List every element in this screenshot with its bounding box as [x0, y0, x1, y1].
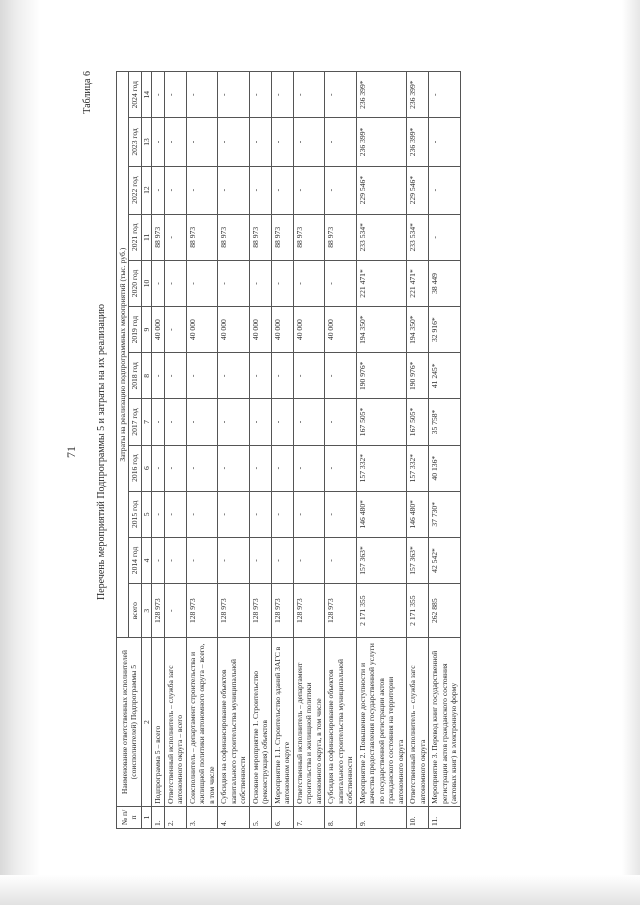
row-year-value: 40 136* — [429, 445, 460, 491]
row-total: 128 973 — [325, 584, 356, 638]
row-year-value: 157 363* — [407, 537, 429, 583]
row-year-value: - — [249, 399, 271, 445]
row-year-value: 221 471* — [407, 260, 429, 306]
row-year-value: - — [249, 118, 271, 166]
row-number: 4. — [218, 806, 249, 828]
row-name: Субсидия на софинансирование объектов капитального строительства муниципальной собственности — [218, 638, 249, 807]
table-row — [249, 72, 271, 829]
row-name: Соисполнитель – департамент строительства и жилищной политики автономного округа – всего, в том числе — [186, 638, 217, 807]
header-year: 2022 год — [129, 166, 141, 214]
table-row — [186, 72, 217, 829]
row-year-value: 88 973 — [152, 214, 164, 260]
row-year-value: - — [186, 353, 217, 399]
row-year-value: - — [164, 537, 186, 583]
row-year-value: - — [152, 118, 164, 166]
row-name: Мероприятие 3. Перевод книг государственной регистрации актов гражданского состояния (актовых книг) в электронную форму — [429, 638, 460, 807]
row-year-value: - — [152, 445, 164, 491]
header-year: 2020 год — [129, 260, 141, 306]
row-year-value: 40 000 — [218, 307, 249, 353]
row-year-value: - — [218, 72, 249, 118]
row-year-value: 88 973 — [293, 214, 324, 260]
row-number: 6. — [271, 806, 293, 828]
row-year-value: - — [164, 307, 186, 353]
row-year-value: 236 399* — [407, 72, 429, 118]
row-year-value: - — [152, 399, 164, 445]
row-year-value: - — [218, 445, 249, 491]
table-row — [407, 72, 429, 829]
row-year-value: - — [218, 491, 249, 537]
row-year-value: 40 000 — [271, 307, 293, 353]
row-year-value: - — [249, 537, 271, 583]
row-year-value: - — [271, 353, 293, 399]
column-index-cell: 6 — [141, 445, 151, 491]
row-number: 5. — [249, 806, 271, 828]
row-year-value: 221 471* — [356, 260, 406, 306]
row-year-value: 236 399* — [356, 118, 406, 166]
row-total: 128 973 — [271, 584, 293, 638]
row-year-value: - — [271, 491, 293, 537]
header-name: Наименование ответственных исполнителей (соисполнителей) Подпрограммы 5 — [117, 638, 142, 807]
header-year: 2024 год — [129, 72, 141, 118]
row-year-value: - — [429, 214, 460, 260]
row-year-value: - — [293, 260, 324, 306]
row-number: 11. — [429, 806, 460, 828]
column-index-cell: 7 — [141, 399, 151, 445]
row-year-value: - — [152, 491, 164, 537]
row-year-value: - — [186, 118, 217, 166]
header-year: 2016 год — [129, 445, 141, 491]
column-index-cell: 4 — [141, 537, 151, 583]
row-year-value: - — [271, 537, 293, 583]
row-year-value: - — [325, 72, 356, 118]
row-year-value: 40 000 — [186, 307, 217, 353]
table-row — [164, 72, 186, 829]
row-year-value: - — [249, 72, 271, 118]
row-year-value: - — [293, 118, 324, 166]
row-total: 2 171 355 — [407, 584, 429, 638]
column-index-cell: 8 — [141, 353, 151, 399]
row-year-value: - — [164, 445, 186, 491]
row-year-value: - — [164, 166, 186, 214]
row-year-value: 194 350* — [356, 307, 406, 353]
row-year-value: - — [164, 399, 186, 445]
row-year-value: 41 245* — [429, 353, 460, 399]
row-total: 128 973 — [249, 584, 271, 638]
row-year-value: - — [218, 166, 249, 214]
column-index-cell: 11 — [141, 214, 151, 260]
row-year-value: - — [186, 445, 217, 491]
column-index-cell: 10 — [141, 260, 151, 306]
row-year-value: 236 399* — [407, 118, 429, 166]
row-year-value: - — [186, 260, 217, 306]
column-index-cell: 2 — [141, 638, 151, 807]
row-year-value: - — [164, 214, 186, 260]
row-year-value: - — [218, 537, 249, 583]
row-total: 128 973 — [293, 584, 324, 638]
row-number: 3. — [186, 806, 217, 828]
row-year-value: - — [271, 445, 293, 491]
row-year-value: 157 332* — [356, 445, 406, 491]
row-year-value: 40 000 — [293, 307, 324, 353]
row-year-value: - — [249, 353, 271, 399]
row-year-value: 35 758* — [429, 399, 460, 445]
row-year-value: 40 000 — [249, 307, 271, 353]
row-year-value: - — [325, 445, 356, 491]
row-total: - — [164, 584, 186, 638]
table-body — [141, 72, 460, 829]
row-year-value: - — [325, 491, 356, 537]
row-year-value: 146 480* — [356, 491, 406, 537]
row-number: 7. — [293, 806, 324, 828]
row-total: 262 885 — [429, 584, 460, 638]
row-year-value: - — [325, 353, 356, 399]
column-index-cell: 14 — [141, 72, 151, 118]
header-num: № п/п — [117, 806, 142, 828]
row-year-value: 167 505* — [407, 399, 429, 445]
row-year-value: 233 534* — [356, 214, 406, 260]
row-total: 128 973 — [152, 584, 164, 638]
row-year-value: - — [271, 72, 293, 118]
row-number: 1. — [152, 806, 164, 828]
row-year-value: 190 976* — [407, 353, 429, 399]
row-year-value: - — [293, 166, 324, 214]
table-row — [356, 72, 406, 829]
table-row — [218, 72, 249, 829]
header-year: 2023 год — [129, 118, 141, 166]
scan-left-edge — [0, 0, 40, 905]
row-year-value: - — [152, 72, 164, 118]
row-number: 9. — [356, 806, 406, 828]
row-year-value: - — [186, 399, 217, 445]
row-year-value: - — [429, 72, 460, 118]
row-year-value: 229 546* — [407, 166, 429, 214]
row-year-value: 38 449 — [429, 260, 460, 306]
row-year-value: - — [152, 353, 164, 399]
header-costs-group: Затраты на реализацию подпрограммных мероприятий (тыс. руб.) — [117, 72, 129, 638]
row-year-value: - — [186, 166, 217, 214]
column-index-cell: 1 — [141, 806, 151, 828]
row-name: Мероприятие 2. Повышение доступности и качества предоставления государственной услуги по государственной регистрации актов гражданского состояния на территории автономного округа — [356, 638, 406, 807]
row-year-value: - — [249, 166, 271, 214]
row-year-value: 32 916* — [429, 307, 460, 353]
row-year-value: - — [293, 445, 324, 491]
row-year-value: - — [164, 260, 186, 306]
row-year-value: 229 546* — [356, 166, 406, 214]
row-year-value: - — [186, 72, 217, 118]
row-year-value: 194 350* — [407, 307, 429, 353]
header-year: 2021 год — [129, 214, 141, 260]
row-name: Ответственный исполнитель – служба загс автономного округа — [407, 638, 429, 807]
row-year-value: - — [293, 72, 324, 118]
table-row — [152, 72, 164, 829]
row-total: 128 973 — [186, 584, 217, 638]
row-year-value: 88 973 — [218, 214, 249, 260]
row-year-value: - — [152, 537, 164, 583]
costs-table — [116, 71, 461, 829]
column-index-cell: 3 — [141, 584, 151, 638]
row-year-value: - — [186, 537, 217, 583]
row-year-value: 88 973 — [249, 214, 271, 260]
table-row — [325, 72, 356, 829]
row-year-value: - — [164, 72, 186, 118]
row-year-value: - — [325, 260, 356, 306]
table-row — [271, 72, 293, 829]
table-label: Таблица 6 — [82, 71, 93, 114]
header-year: 2018 год — [129, 353, 141, 399]
table-row — [429, 72, 460, 829]
row-year-value: - — [218, 399, 249, 445]
row-year-value: 233 534* — [407, 214, 429, 260]
row-year-value: 37 730* — [429, 491, 460, 537]
row-year-value: - — [325, 118, 356, 166]
row-year-value: 88 973 — [325, 214, 356, 260]
header-year: 2015 год — [129, 491, 141, 537]
column-index-cell: 9 — [141, 307, 151, 353]
row-year-value: - — [152, 260, 164, 306]
row-number: 8. — [325, 806, 356, 828]
row-year-value: - — [271, 399, 293, 445]
row-year-value: - — [164, 491, 186, 537]
row-total: 2 171 355 — [356, 584, 406, 638]
column-index-cell: 13 — [141, 118, 151, 166]
row-year-value: - — [325, 399, 356, 445]
row-year-value: - — [164, 353, 186, 399]
row-year-value: - — [325, 166, 356, 214]
row-year-value: - — [152, 166, 164, 214]
table-row — [293, 72, 324, 829]
row-year-value: - — [429, 118, 460, 166]
row-year-value: - — [293, 399, 324, 445]
document-title: Перечень мероприятий Подпрограммы 5 и затраты на их реализацию — [96, 303, 107, 601]
costs-table-wrapper — [116, 71, 461, 829]
column-index-cell: 12 — [141, 166, 151, 214]
scan-right-edge — [622, 0, 640, 905]
row-year-value: - — [293, 353, 324, 399]
rotated-page-content — [60, 67, 580, 837]
row-year-value: - — [249, 445, 271, 491]
header-year: 2014 год — [129, 537, 141, 583]
row-year-value: 40 000 — [325, 307, 356, 353]
row-total: 128 973 — [218, 584, 249, 638]
row-year-value: 236 399* — [356, 72, 406, 118]
header-total: всего — [129, 584, 141, 638]
row-year-value: - — [271, 118, 293, 166]
row-year-value: - — [325, 537, 356, 583]
row-name: Мероприятие 1.1. Строительство зданий ЗАГС в автономном округе — [271, 638, 293, 807]
row-year-value: - — [293, 491, 324, 537]
row-name: Подпрограмма 5 – всего — [152, 638, 164, 807]
row-year-value: - — [218, 260, 249, 306]
row-year-value: - — [186, 491, 217, 537]
row-year-value: - — [164, 118, 186, 166]
row-year-value: - — [293, 537, 324, 583]
row-number: 2. — [164, 806, 186, 828]
row-year-value: 88 973 — [271, 214, 293, 260]
row-year-value: 146 480* — [407, 491, 429, 537]
row-year-value: - — [218, 118, 249, 166]
header-row-1 — [117, 72, 129, 829]
row-year-value: 40 000 — [152, 307, 164, 353]
row-year-value: 157 363* — [356, 537, 406, 583]
row-name: Субсидия на софинансирование объектов капитального строительства муниципальной собственности — [325, 638, 356, 807]
row-year-value: 190 976* — [356, 353, 406, 399]
row-number: 10. — [407, 806, 429, 828]
row-name: Основное мероприятие 1. Строительство (реконструкция) объектов — [249, 638, 271, 807]
row-year-value: - — [429, 166, 460, 214]
row-name: Ответственный исполнитель – департамент строительства и жилищной политики автономного округа, в том числе — [293, 638, 324, 807]
header-year: 2017 год — [129, 399, 141, 445]
row-year-value: - — [271, 260, 293, 306]
row-year-value: - — [218, 353, 249, 399]
scan-bottom-shadow — [0, 875, 640, 905]
header-year: 2019 год — [129, 307, 141, 353]
column-index-row — [141, 72, 151, 829]
column-index-cell: 5 — [141, 491, 151, 537]
page-number: 71 — [64, 446, 78, 458]
row-year-value: 157 332* — [407, 445, 429, 491]
row-year-value: - — [271, 166, 293, 214]
row-year-value: 88 973 — [186, 214, 217, 260]
row-year-value: 42 542* — [429, 537, 460, 583]
row-year-value: 167 505* — [356, 399, 406, 445]
row-name: Ответственный исполнитель – служба загс автономного округа – всего — [164, 638, 186, 807]
row-year-value: - — [249, 260, 271, 306]
row-year-value: - — [249, 491, 271, 537]
